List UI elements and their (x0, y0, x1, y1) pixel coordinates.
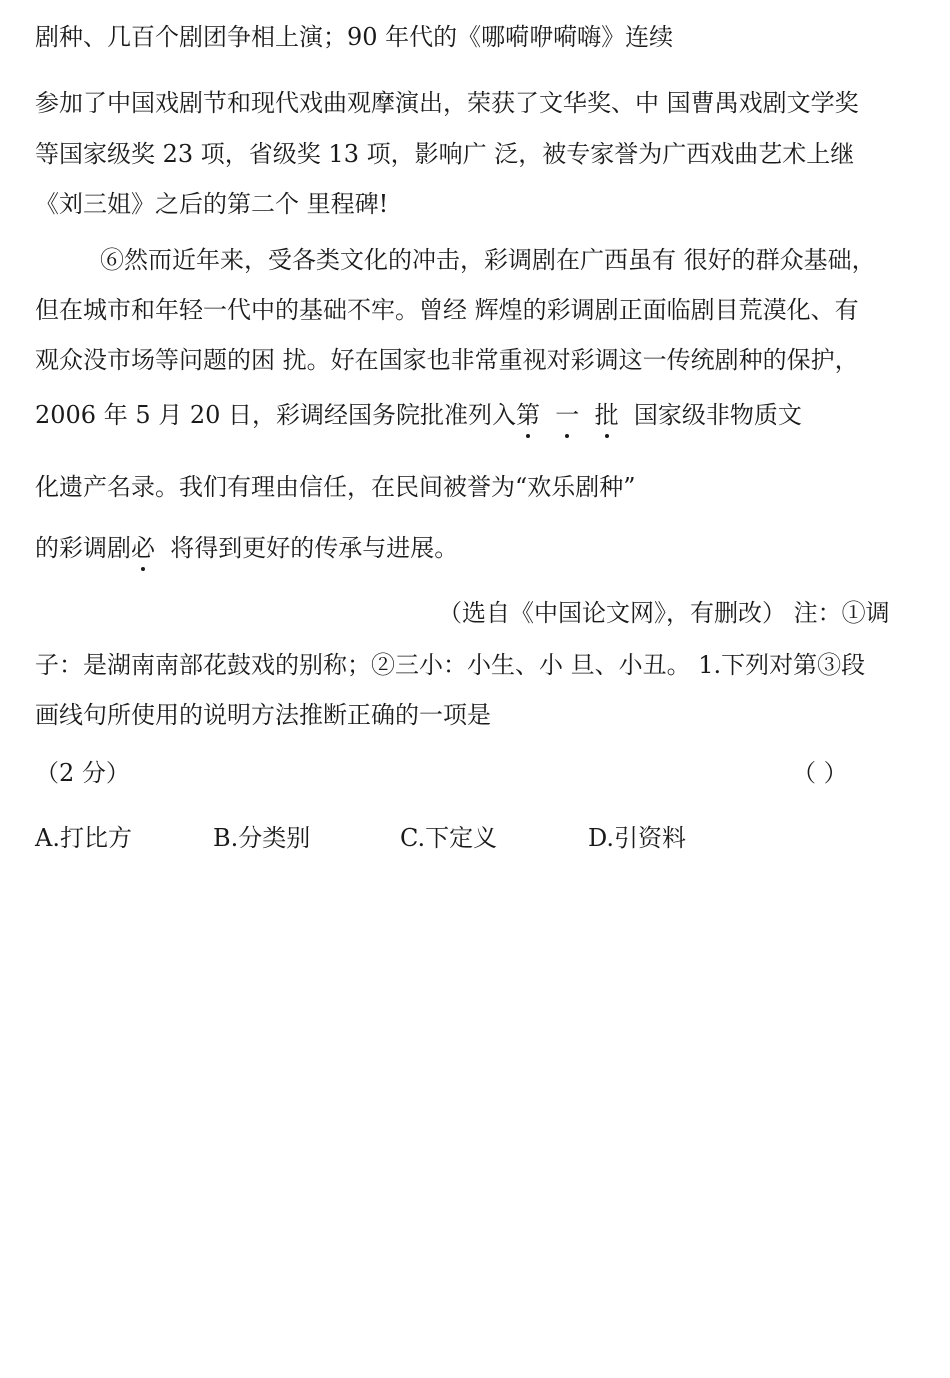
paragraph-6-line-4 (35, 400, 802, 430)
emphasis-char-yi: 一 (555, 401, 580, 429)
emphasis-char-pi: 批 (594, 401, 619, 429)
question-line: 画线句所使用的说明方法推断正确的一项是 (35, 701, 491, 729)
emphasis-char-bi: 必 (131, 534, 155, 562)
paragraph-6-line-3: 观众没市场等问题的困 扰。好在国家也非常重视对彩调这一传统剧种的保护， (35, 346, 859, 374)
heritage-text: 国家级非物质文 (633, 401, 802, 429)
answer-blank: （ ） (792, 759, 848, 787)
option-b: B.分类别 (213, 824, 311, 852)
paragraph-6-line-2: 但在城市和年轻一代中的基础不牢。曾经 辉煌的彩调剧正面临剧目荒漠化、有 (35, 296, 859, 324)
paragraph-6-line-6 (35, 533, 458, 563)
text-segment: 将得到更好的传承与进展。 (170, 534, 459, 562)
source-and-notes-line-1: （选自《中国论文网》，有删改） 注：①调 (438, 599, 890, 627)
paragraph-6-line-5: 化遗产名录。我们有理由信任，在民间被誉为“欢乐剧种” (35, 473, 636, 501)
paragraph-line-1: 剧种、几百个剧团争相上演；90 年代的《哪嗬咿嗬嗨》连续 (35, 23, 674, 51)
option-a: A.打比方 (35, 824, 132, 852)
text-segment: 的彩调剧 (35, 534, 131, 562)
option-d: D.引资料 (588, 824, 687, 852)
paragraph-line-4: 《刘三姐》之后的第二个 里程碑! (35, 190, 389, 218)
paragraph-line-3: 等国家级奖 23 项，省级奖 13 项，影响广 泛，被专家誉为广西戏曲艺术上继 (35, 140, 855, 168)
emphasis-char-di: 第 (516, 401, 541, 429)
date-text: 2006 年 5 月 20 日，彩调经国务院批准列入 (35, 401, 517, 429)
score-label: （2 分） (35, 759, 130, 787)
option-c: C.下定义 (400, 824, 498, 852)
paragraph-line-2: 参加了中国戏剧节和现代戏曲观摩演出，荣获了文华奖、中 国曹禺戏剧文学奖 (35, 89, 859, 117)
notes-line-2: 子：是湖南南部花鼓戏的别称；②三小：小生、小 旦、小丑。 1.下列对第③段 (35, 651, 866, 679)
paragraph-6-line-1: ⑥然而近年来，受各类文化的冲击，彩调剧在广西虽有 很好的群众基础， (100, 246, 876, 274)
